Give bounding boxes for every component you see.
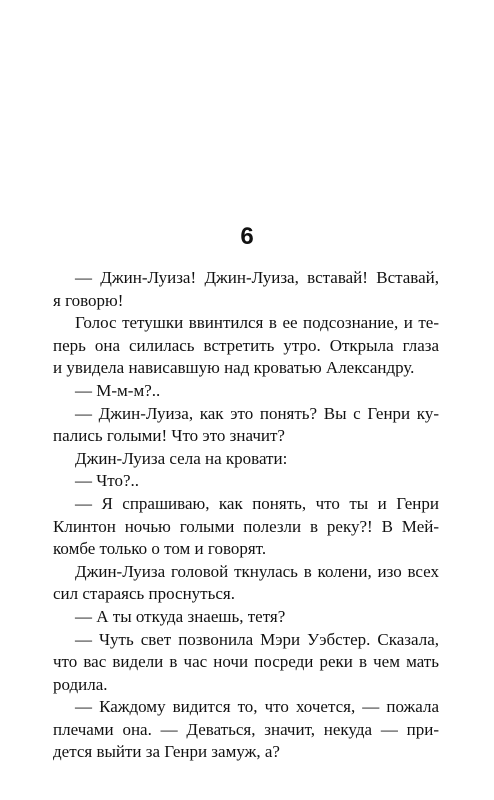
text-line: комбе только о том и говорят. [53, 539, 267, 559]
text-line: Клинтон ночью голыми полезли в реку?! В Мей- [53, 516, 439, 536]
paragraph [53, 380, 439, 403]
paragraph [53, 493, 439, 561]
text-line: я говорю! [53, 290, 124, 310]
paragraph [53, 403, 439, 448]
text-line: — А ты откуда знаешь, тетя? [75, 606, 286, 626]
paragraph [53, 606, 439, 629]
text-line: — Что?.. [75, 471, 140, 491]
text-line: — Джин-Луиза, как это понять? Вы с Генри ку- [75, 403, 439, 423]
text-line: — Джин-Луиза! Джин-Луиза, вставай! Вставай, [75, 268, 439, 287]
paragraph [53, 267, 439, 312]
text-line: Джин-Луиза головой ткнулась в колени, изо всех [75, 561, 439, 581]
paragraph [53, 470, 439, 493]
text-line: перь она силилась встретить утро. Открыла глаза [53, 335, 439, 355]
text-line: — М-м-м?.. [75, 380, 161, 400]
text-line: — Я спрашиваю, как понять, что ты и Генри [75, 493, 439, 513]
text-line: — Каждому видится то, что хочется, — пожала [75, 697, 439, 717]
text-line: пались голыми! Что это значит? [53, 426, 285, 446]
paragraph [53, 561, 439, 606]
paragraph [53, 629, 439, 697]
text-line: Голос тетушки ввинтился в ее подсознание, и те- [75, 313, 439, 333]
chapter-number: 6 [240, 223, 254, 250]
text-line: что вас видели в час ночи посреди реки в чем мать [53, 652, 439, 672]
paragraph [53, 312, 439, 380]
text-line: и увидела нависавшую над кроватью Александру. [53, 358, 415, 378]
text-line: плечами она. — Деваться, значит, некуда — при- [53, 719, 439, 739]
text-line: — Чуть свет позвонила Мэри Уэбстер. Сказала, [75, 629, 439, 649]
text-line: сил стараясь проснуться. [53, 584, 235, 604]
text-line: родила. [53, 674, 108, 694]
text-line: Джин-Луиза села на кровати: [75, 448, 288, 468]
body-text [53, 267, 439, 764]
text-line: дется выйти за Генри замуж, а? [53, 742, 280, 762]
paragraph [53, 696, 439, 764]
paragraph [53, 448, 439, 471]
